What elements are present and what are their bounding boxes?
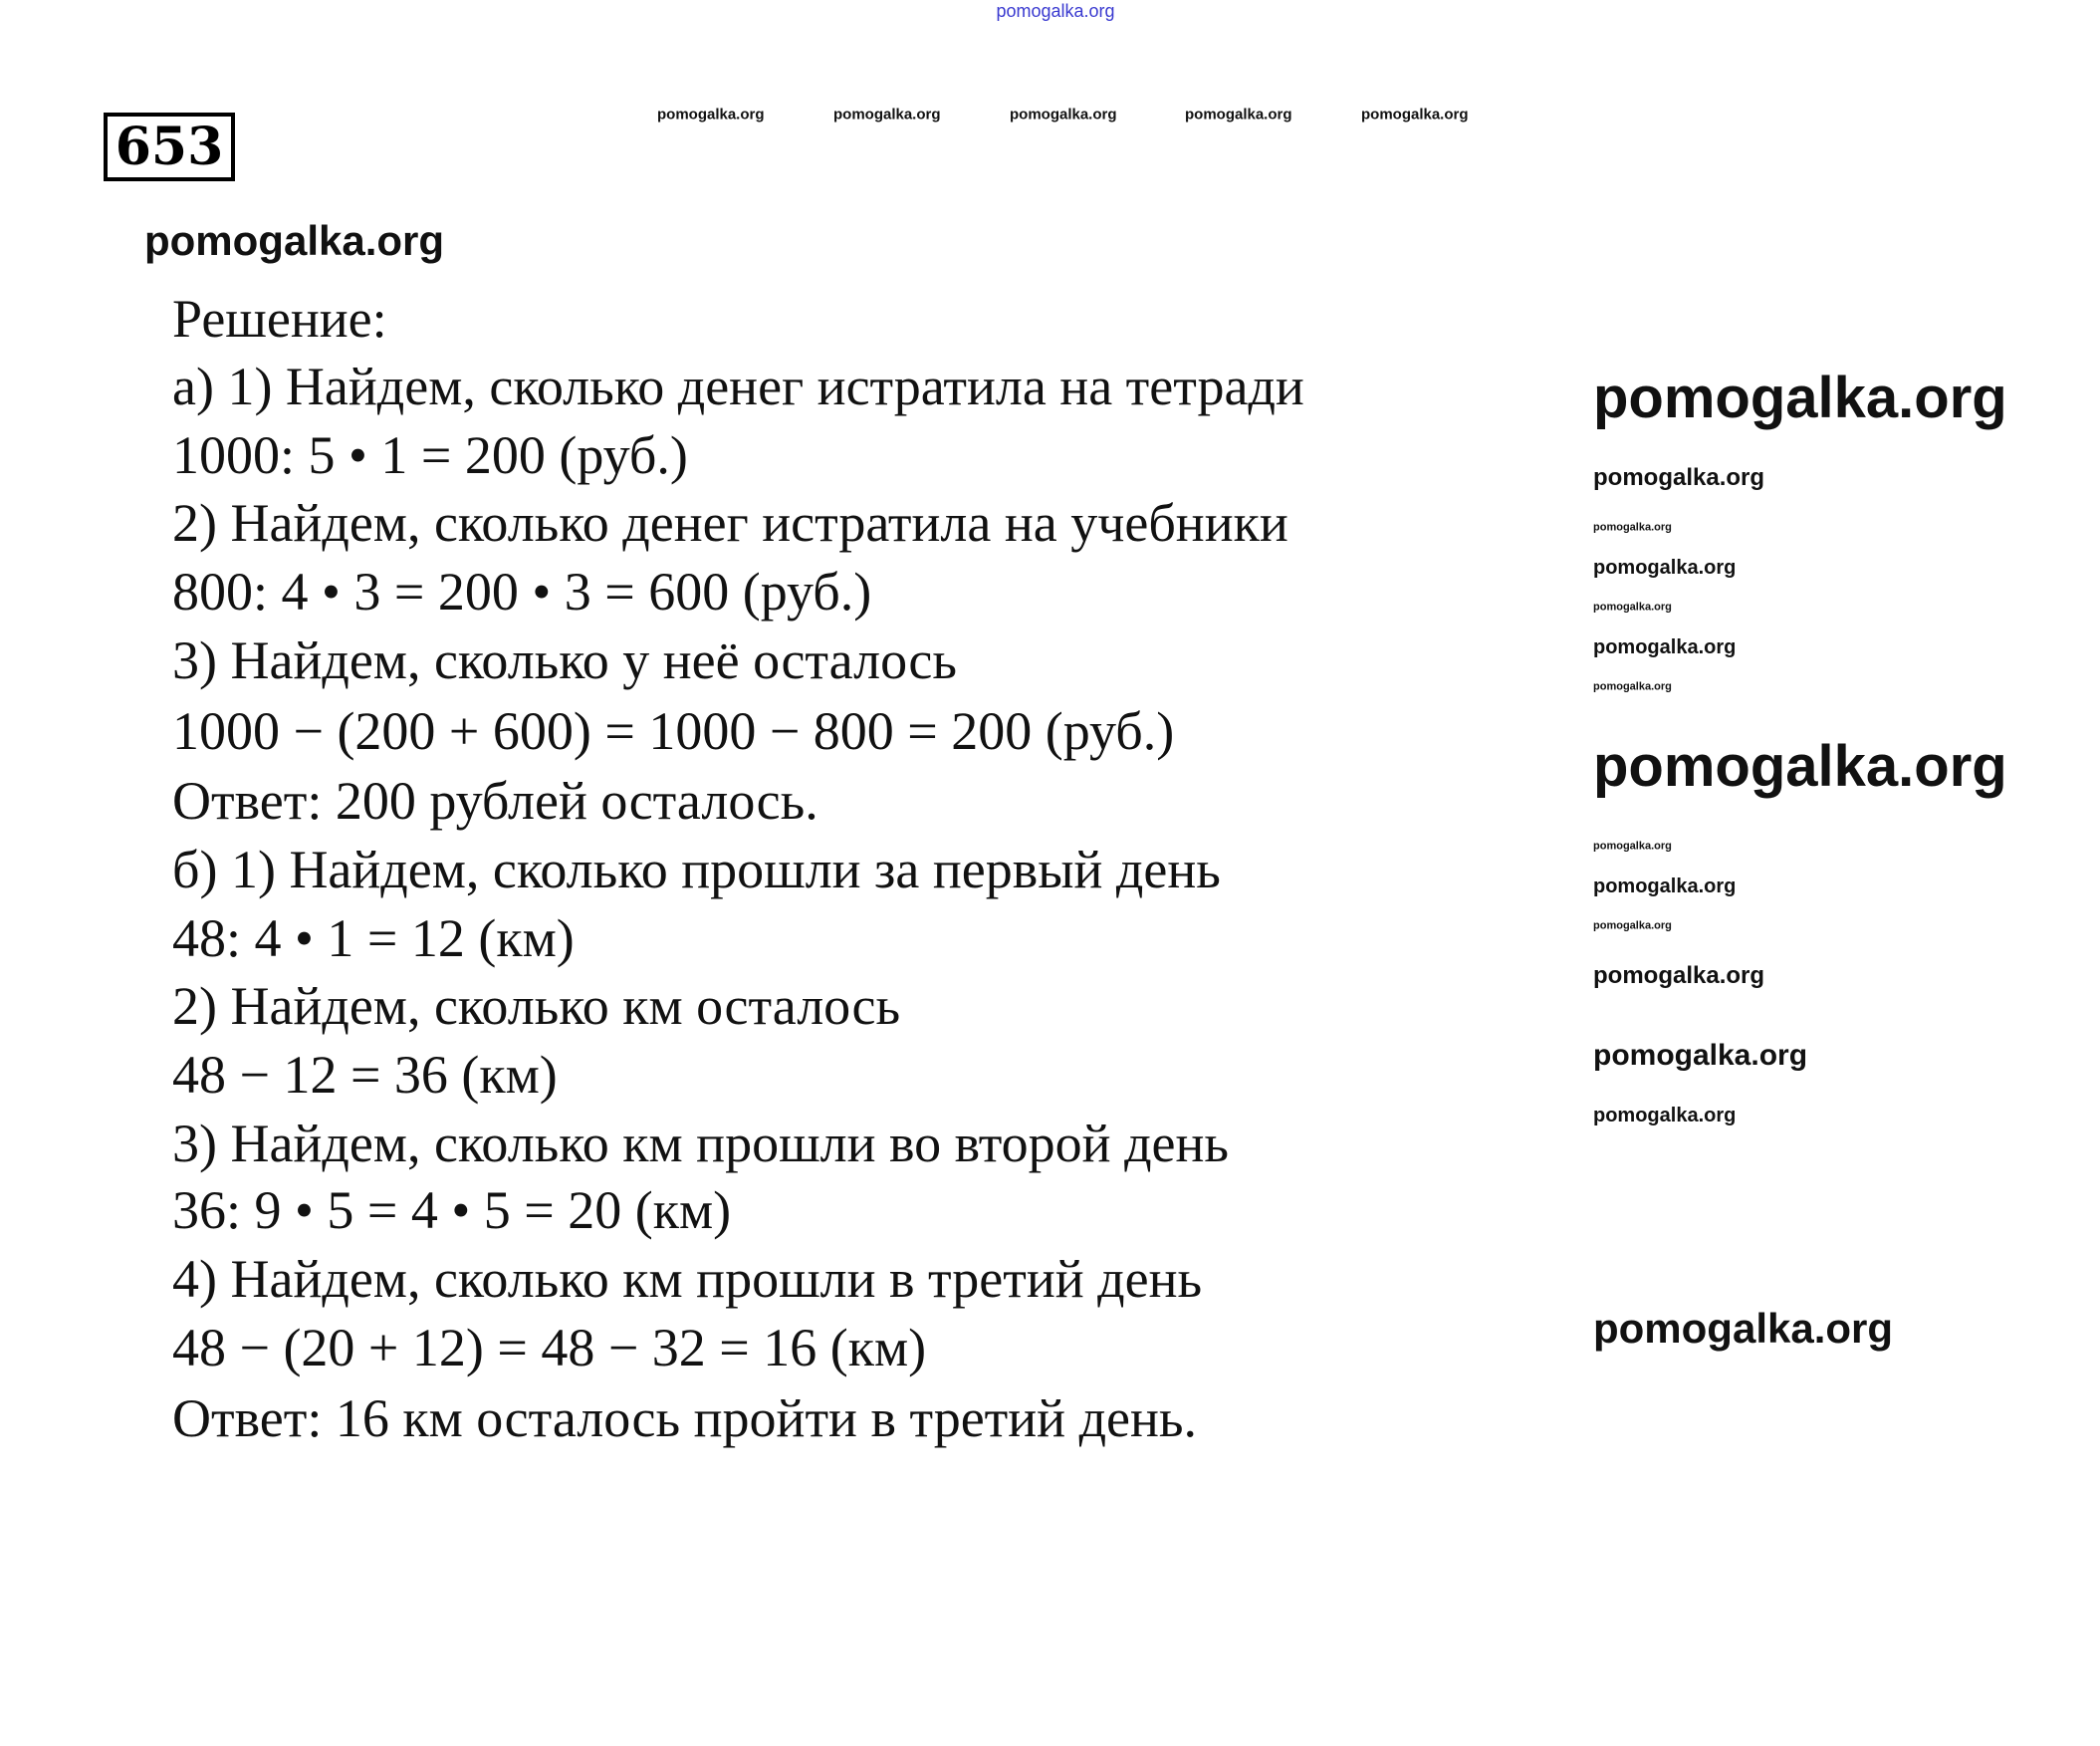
problem-number: 653: [104, 113, 235, 181]
watermark: pomogalka.org: [1593, 557, 1737, 579]
watermark: pomogalka.org: [1593, 919, 1672, 932]
answer-line: Ответ: 200 рублей осталось.: [172, 771, 818, 831]
watermark: pomogalka.org: [1593, 521, 1672, 534]
watermark: pomogalka.org: [1593, 840, 1672, 853]
watermark: pomogalka.org: [1593, 601, 1672, 614]
solution-line: 48: 4 • 1 = 12 (км): [172, 908, 575, 968]
watermark: pomogalka.org: [1593, 875, 1737, 897]
solution-line: 2) Найдем, сколько км осталось: [172, 976, 901, 1036]
solution-line: 48 − (20 + 12) = 48 − 32 = 16 (км): [172, 1318, 927, 1377]
watermark: pomogalka.org: [1593, 636, 1737, 658]
watermark: pomogalka.org: [1010, 106, 1117, 124]
solution-line: 48 − 12 = 36 (км): [172, 1045, 558, 1105]
solution-line: 3) Найдем, сколько км прошли во второй день: [172, 1114, 1230, 1173]
solution-line: 1000 − (200 + 600) = 1000 − 800 = 200 (руб.): [172, 701, 1175, 761]
watermark: pomogalka.org: [144, 217, 445, 264]
solution-line: б) 1) Найдем, сколько прошли за первый день: [172, 840, 1221, 899]
watermark: pomogalka.org: [1593, 962, 1765, 989]
answer-line: Ответ: 16 км осталось пройти в третий день.: [172, 1388, 1198, 1448]
watermark[interactable]: pomogalka.org: [996, 1, 1115, 21]
watermark: pomogalka.org: [1361, 106, 1469, 124]
watermark: pomogalka.org: [1593, 680, 1672, 693]
solution-line: 2) Найдем, сколько денег истратила на учебники: [172, 493, 1288, 553]
watermark: pomogalka.org: [1593, 1105, 1737, 1126]
watermark: pomogalka.org: [1593, 1305, 1894, 1352]
solution-line: 36: 9 • 5 = 4 • 5 = 20 (км): [172, 1180, 732, 1240]
solution-line: 1000: 5 • 1 = 200 (руб.): [172, 425, 688, 485]
solution-line: а) 1) Найдем, сколько денег истратила на тетради: [172, 357, 1304, 416]
solution-line: 800: 4 • 3 = 200 • 3 = 600 (руб.): [172, 562, 872, 622]
watermark: pomogalka.org: [833, 106, 941, 124]
watermark: pomogalka.org: [657, 106, 765, 124]
watermark: pomogalka.org: [1185, 106, 1292, 124]
watermark: pomogalka.org: [1593, 1039, 1808, 1072]
solution-line: 3) Найдем, сколько у неё осталось: [172, 630, 958, 690]
watermark: pomogalka.org: [1593, 366, 2007, 430]
watermark: pomogalka.org: [1593, 464, 1765, 491]
watermark: pomogalka.org: [1593, 734, 2007, 799]
solution-heading: Решение:: [172, 289, 387, 349]
solution-line: 4) Найдем, сколько км прошли в третий день: [172, 1249, 1203, 1309]
